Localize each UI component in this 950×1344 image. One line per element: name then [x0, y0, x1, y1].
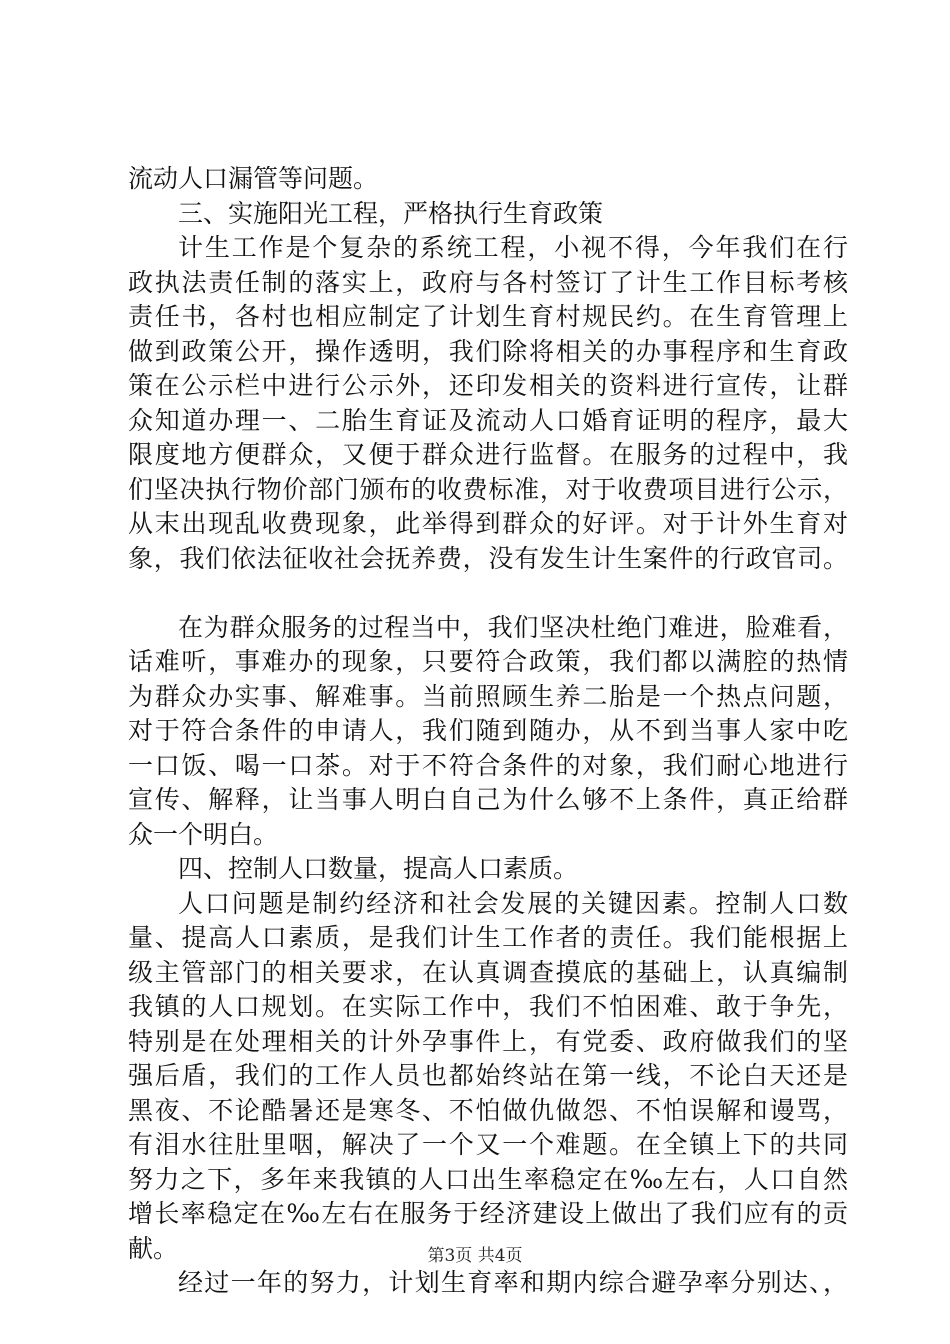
paragraph-line: 宣传、解释，让当事人明白自己为什么够不上条件，真正给群: [128, 785, 848, 814]
paragraph-line: 我镇的人口规划。在实际工作中，我们不怕困难、敢于争先，: [128, 992, 848, 1021]
paragraph-line: 策在公示栏中进行公示外，还印发相关的资料进行宣传，让群: [128, 371, 848, 400]
paragraph-line: 量、提高人口素质，是我们计生工作者的责任。我们能根据上: [128, 923, 848, 952]
paragraph-line: 政执法责任制的落实上，政府与各村签订了计生工作目标考核: [128, 267, 848, 297]
paragraph-line: 为群众办实事、解难事。当前照顾生养二胎是一个热点问题，: [128, 681, 848, 711]
body-text: [128, 162, 848, 1301]
paragraph-line: 众一个明白。: [128, 819, 279, 849]
paragraph-line: 增长率稳定在‰左右在服务于经济建设上做出了我们应有的贡: [128, 1199, 848, 1228]
paragraph-line: 限度地方便群众，又便于群众进行监督。在服务的过程中，我: [128, 440, 848, 469]
paragraph-line: 献。: [128, 1233, 179, 1263]
section-heading: 四、控制人口数量，提高人口素质。: [178, 854, 579, 883]
paragraph-line: 级主管部门的相关要求，在认真调查摸底的基础上，认真编制: [128, 957, 848, 987]
paragraph-line: 一口饭、喝一口茶。对于不符合条件的对象，我们耐心地进行: [128, 750, 848, 780]
paragraph-line: 责任书，各村也相应制定了计划生育村规民约。在生育管理上: [128, 302, 848, 331]
paragraph-line: 从末出现乱收费现象，此举得到群众的好评。对于计外生育对: [128, 509, 848, 538]
paragraph-line: 众知道办理一、二胎生育证及流动人口婚育证明的程序，最大: [128, 405, 848, 435]
paragraph-line: 做到政策公开，操作透明，我们除将相关的办事程序和生育政: [128, 336, 848, 366]
paragraph-line: 黑夜、不论酷暑还是寒冬、不怕做仇做怨、不怕误解和谩骂，: [128, 1095, 848, 1125]
paragraph-gap: [128, 576, 848, 611]
paragraph-line: 特别是在处理相关的计外孕事件上，有党委、政府做我们的坚: [128, 1026, 848, 1056]
paragraph-line: 话难听，事难办的现象，只要符合政策，我们都以满腔的热情: [128, 647, 848, 676]
paragraph-line: 人口问题是制约经济和社会发展的关键因素。控制人口数: [178, 888, 848, 918]
paragraph-line: 在为群众服务的过程当中，我们坚决杜绝门难进，脸难看，: [178, 612, 848, 642]
page-footer: 第3页 共4页: [427, 1246, 523, 1266]
paragraph-line: 经过一年的努力，计划生育率和期内综合避孕率分别达、，: [178, 1268, 848, 1297]
paragraph-line: 强后盾，我们的工作人员也都始终站在第一线，不论白天还是: [128, 1061, 848, 1090]
paragraph-line: 有泪水往肚里咽，解决了一个又一个难题。在全镇上下的共同: [128, 1130, 848, 1159]
paragraph-line: 象，我们依法征收社会抚养费，没有发生计生案件的行政官司。: [128, 543, 848, 573]
section-heading: 三、实施阳光工程，严格执行生育政策: [178, 198, 604, 228]
paragraph-line: 们坚决执行物价部门颁布的收费标准，对于收费项目进行公示，: [128, 474, 848, 504]
paragraph-line: 努力之下，多年来我镇的人口出生率稳定在‰左右，人口自然: [128, 1164, 848, 1194]
paragraph-line: 对于符合条件的申请人，我们随到随办，从不到当事人家中吃: [128, 716, 848, 745]
paragraph-line: 计生工作是个复杂的系统工程，小视不得，今年我们在行: [178, 233, 848, 262]
paragraph-line: 流动人口漏管等问题。: [128, 164, 379, 193]
